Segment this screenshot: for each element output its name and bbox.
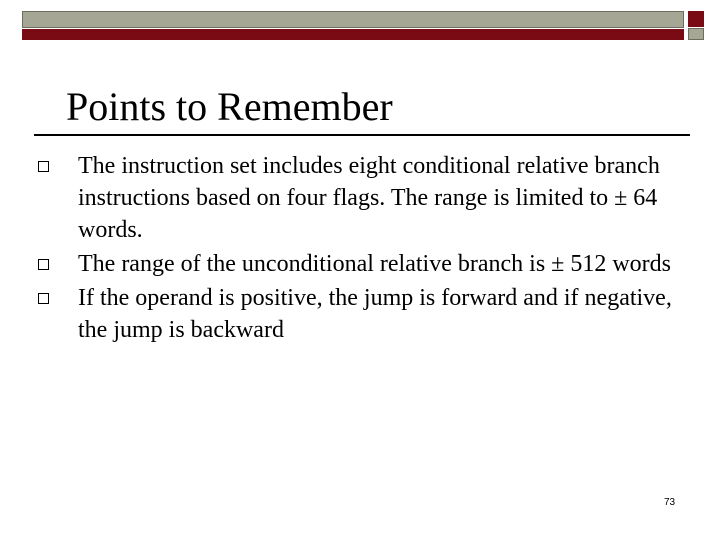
title-divider [34, 134, 690, 136]
square-bullet-icon [38, 293, 49, 304]
bullet-text: The range of the unconditional relative branch is ± 512 words [78, 251, 671, 277]
bullet-item [38, 282, 688, 346]
bullet-item [38, 248, 688, 280]
header-red-bar [22, 29, 684, 40]
bullet-text: The instruction set includes eight conditional relative branch instructions based on four flags. The range is limited to ± 64 words. [78, 153, 660, 243]
header-gray-square [688, 28, 704, 40]
bullet-item [38, 150, 688, 246]
header-gray-bar [22, 11, 684, 28]
header-red-square [688, 11, 704, 27]
square-bullet-icon [38, 161, 49, 172]
slide-title: Points to Remember [66, 84, 393, 129]
bullet-text: If the operand is positive, the jump is forward and if negative, the jump is backward [78, 285, 672, 343]
page-number: 73 [664, 497, 676, 508]
bullet-list [38, 150, 688, 348]
square-bullet-icon [38, 259, 49, 270]
